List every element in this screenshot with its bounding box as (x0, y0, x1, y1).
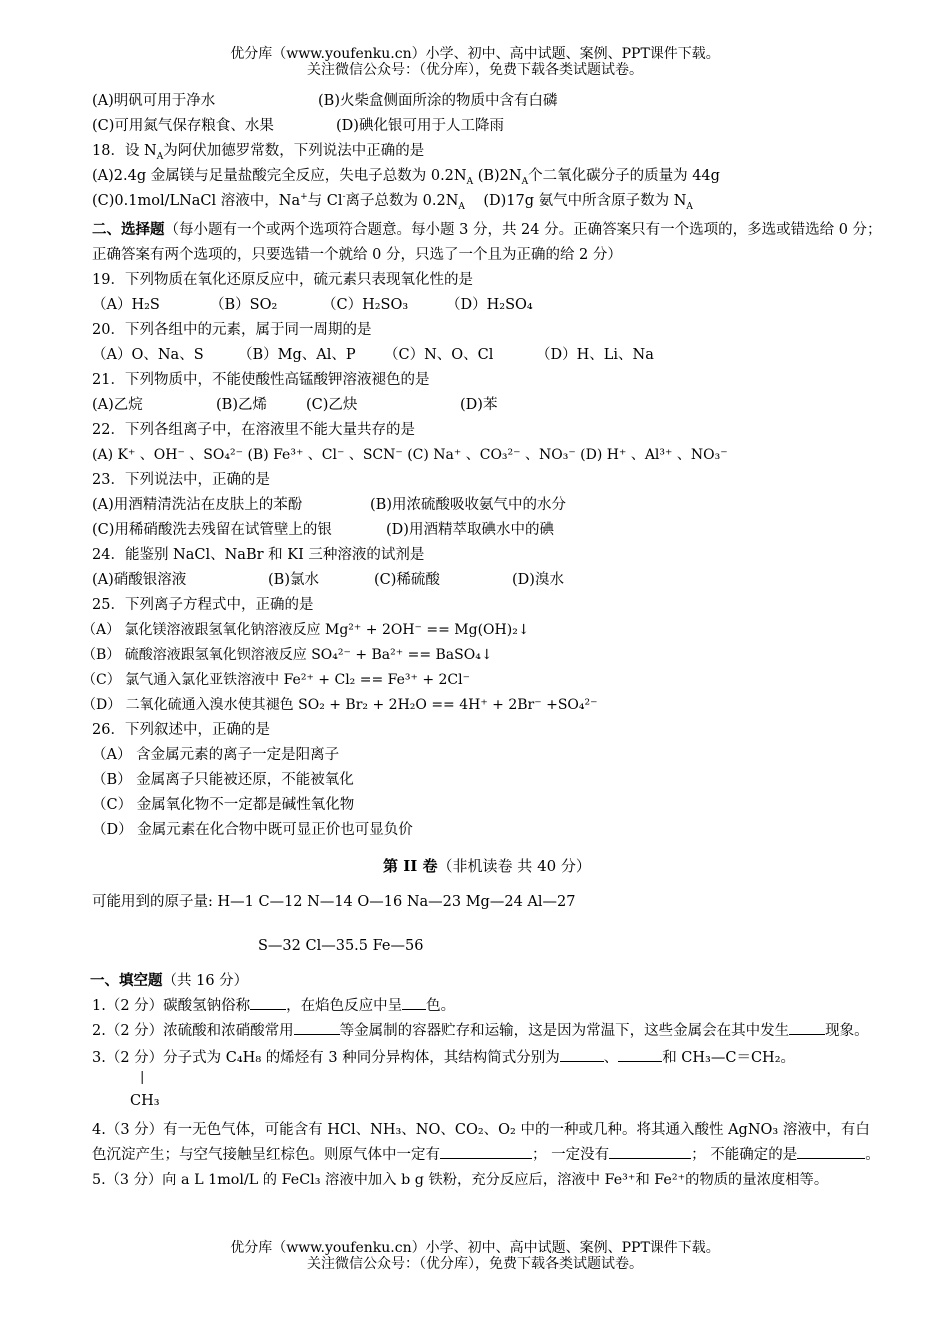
answer-blank[interactable] (789, 1020, 825, 1035)
part-2-title: 第 II 卷 (383, 857, 438, 875)
q17-option-b: (B)火柴盒侧面所涂的物质中含有白磷 (318, 93, 558, 109)
answer-blank[interactable] (294, 1020, 340, 1035)
q20-option-d: （D）H、Li、Na (536, 347, 654, 363)
page-footer (0, 1240, 950, 1272)
q26-option-d: （D） 金属元素在化合物中既可显正价也可显负价 (92, 822, 413, 838)
q20-option-c: （C）N、O、Cl (384, 347, 494, 363)
footer-line-1: 优分库（www.youfenku.cn）小学、初中、高中试题、案例、PPT课件下载。 (230, 1240, 720, 1256)
q18-options-row2 (92, 189, 882, 214)
q21-options (92, 393, 882, 418)
atomic-weights-line-2: S—32 Cl—35.5 Fe—56 (258, 938, 424, 954)
q20-option-a: （A）O、Na、S (92, 347, 204, 363)
q26-option-a: （A） 含金属元素的离子一定是阳离子 (92, 747, 340, 763)
q24-stem: 24．能鉴别 NaCl、NaBr 和 KI 三种溶液的试剂是 (92, 547, 425, 563)
q18-option-d: (D)17g 氨气中所含原子数为 $N_A$ (483, 193, 693, 212)
atomic-weights-line-1: 可能用到的原子量: H—1 C—12 N—14 O—16 Na—23 Mg—24 Al—27 (92, 894, 576, 910)
fill-q2: 2.（2 分）浓硫酸和浓硝酸常用 等金属制的容器贮存和运输，这是因为常温下，这些金属会在其中发生 现象。 (92, 1019, 882, 1044)
part-2-heading (92, 854, 882, 879)
q19-stem: 19．下列物质在氧化还原反应中，硫元素只表现氧化性的是 (92, 272, 473, 288)
q25-option-b: （B） 硫酸溶液跟氢氧化钡溶液反应 SO₄²⁻ + Ba²⁺ == BaSO₄↓ (82, 647, 493, 663)
q23-option-d: (D)用酒精萃取碘水中的碘 (386, 522, 554, 538)
answer-blank[interactable] (250, 995, 286, 1010)
q17-option-c: (C)可用氮气保存粮食、水果 (92, 118, 274, 134)
q17-option-d: (D)碘化银可用于人工降雨 (336, 118, 504, 134)
part-2-subtitle: （非机读卷 共 40 分） (437, 857, 591, 875)
q23-option-a: (A)用酒精清洗沾在皮肤上的苯酚 (92, 497, 303, 513)
q25-option-c: （C） 氯气通入氯化亚铁溶液中 Fe²⁺ + Cl₂ == Fe³⁺ + 2Cl⁻ (82, 672, 470, 688)
section-2-heading (92, 217, 882, 268)
q23-options-row2 (92, 518, 882, 543)
q23-option-c: (C)用稀硝酸洗去残留在试管壁上的银 (92, 522, 332, 538)
q24-option-b: (B)氯水 (268, 572, 319, 588)
q25-option-a: （A） 氯化镁溶液跟氢氧化钠溶液反应 Mg²⁺ + 2OH⁻ == Mg(OH)₂↓ (82, 622, 530, 638)
header-line-1: 优分库（www.youfenku.cn）小学、初中、高中试题、案例、PPT课件下载。 (230, 46, 720, 62)
q25-option-d: （D） 二氧化硫通入溴水使其褪色 SO₂ + Br₂ + 2H₂O == 4H⁺ + 2Br⁻ +SO₄²⁻ (82, 697, 598, 713)
q22-stem: 22．下列各组离子中，在溶液里不能大量共存的是 (92, 422, 415, 438)
answer-blank[interactable] (609, 1144, 691, 1159)
q26-option-c: （C） 金属氧化物不一定都是碱性氧化物 (92, 797, 355, 813)
document-body (82, 89, 882, 1193)
q21-option-d: (D)苯 (460, 397, 498, 413)
q21-option-a: (A)乙烷 (92, 397, 143, 413)
q23-option-b: (B)用浓硫酸吸收氨气中的水分 (370, 497, 566, 513)
q24-option-d: (D)溴水 (512, 572, 564, 588)
fill-q5: 5.（3 分）向 a L 1mol/L 的 FeCl₃ 溶液中加入 b g 铁粉，充分反应后，溶液中 Fe³⁺和 Fe²⁺的物质的量浓度相等。 (92, 1172, 829, 1188)
answer-blank[interactable] (618, 1047, 662, 1062)
fill-section-note: （共 16 分） (162, 973, 249, 989)
answer-blank[interactable] (402, 995, 426, 1010)
q26-option-b: （B） 金属离子只能被还原，不能被氧化 (92, 772, 354, 788)
q19-option-c: （C）H₂SO₃ (322, 297, 409, 313)
q19-options (92, 293, 882, 318)
fill-section-title: 一、填空题 (90, 972, 163, 989)
q25-stem: 25．下列离子方程式中，正确的是 (92, 597, 314, 613)
q23-options-row1 (92, 493, 882, 518)
fill-q1: 1.（2 分）碳酸氢钠俗称 ，在焰色反应中呈 色。 (92, 994, 882, 1019)
q19-option-b: （B）SO₂ (210, 297, 278, 313)
q18-stem: 18．设 $N_A$为阿伏加德罗常数，下列说法中正确的是 (92, 143, 425, 162)
q20-stem: 20．下列各组中的元素，属于同一周期的是 (92, 322, 372, 338)
q17-option-a: (A)明矾可用于净水 (92, 93, 216, 109)
q21-option-b: (B)乙烯 (216, 397, 267, 413)
q22-options: (A) K⁺ 、OH⁻ 、SO₄²⁻ (B) Fe³⁺ 、Cl⁻ 、SCN⁻ (C) Na⁺ 、CO₃²⁻ 、NO₃⁻ (D) H⁺ 、Al³⁺ 、NO₃⁻ (92, 447, 728, 463)
fill-q4: 4.（3 分）有一无色气体，可能含有 HCl、NH₃、NO、CO₂、O₂ 中的一种或几种。将其通入酸性 AgNO₃ 溶液中，有白色沉淀产生；与空气接触呈红棕色。则原气体中一定有 ； 一定没有 ； 不能确定的是 。 (92, 1122, 880, 1163)
answer-blank[interactable] (440, 1144, 532, 1159)
q24-option-c: (C)稀硫酸 (374, 572, 440, 588)
q17-options-row2 (92, 114, 882, 139)
q20-options (92, 343, 882, 368)
answer-blank[interactable] (560, 1047, 604, 1062)
answer-blank[interactable] (797, 1144, 865, 1159)
fill-q3: 3.（2 分）分子式为 C₄H₈ 的烯烃有 3 种同分异构体，其结构简式分别为 、 和 CH₃—C＝CH₂。 (92, 1046, 882, 1071)
section-2-title: 二、选择题 (92, 221, 165, 238)
q19-option-d: （D）H₂SO₄ (446, 297, 533, 313)
q21-option-c: (C)乙炔 (306, 397, 358, 413)
q18-option-b: $(B)2N_A$个二氧化碳分子的质量为 44g (477, 168, 720, 187)
q19-option-a: （A）H₂S (92, 297, 160, 313)
q20-option-b: （B）Mg、Al、P (238, 347, 356, 363)
q21-stem: 21．下列物质中，不能使酸性高锰酸钾溶液褪色的是 (92, 372, 430, 388)
q26-stem: 26．下列叙述中，正确的是 (92, 722, 270, 738)
fill-q3-structure-bond: | (140, 1070, 145, 1085)
q18-option-c: (C)0.1mol/LNaCl 溶液中，Na+与 Cl-离子总数为 $0.2N_A$ (92, 192, 465, 212)
q24-options (92, 568, 882, 593)
page-header (0, 46, 950, 78)
q24-option-a: (A)硝酸银溶液 (92, 572, 187, 588)
q18-option-a: (A)2.4g 金属镁与足量盐酸完全反应，失电子总数为 $0.2N_A$ (92, 168, 474, 187)
fill-q3-structure-ch3: CH₃ (130, 1093, 160, 1109)
q18-options-row1 (92, 164, 882, 189)
q23-stem: 23．下列说法中，正确的是 (92, 472, 270, 488)
fill-section-heading (90, 968, 882, 994)
section-2-description: （每小题有一个或两个选项符合题意。每小题 3 分，共 24 分。正确答案只有一个选项的，多选或错选给 0 分；正确答案有两个选项的，只要选错一个就给 0 分，只选了一个且为正确的给 2 分） (92, 222, 882, 263)
q17-options-row1 (92, 89, 882, 114)
header-line-2: 关注微信公众号：（优分库），免费下载各类试题试卷。 (307, 62, 643, 78)
footer-line-2: 关注微信公众号：（优分库），免费下载各类试题试卷。 (307, 1256, 643, 1272)
